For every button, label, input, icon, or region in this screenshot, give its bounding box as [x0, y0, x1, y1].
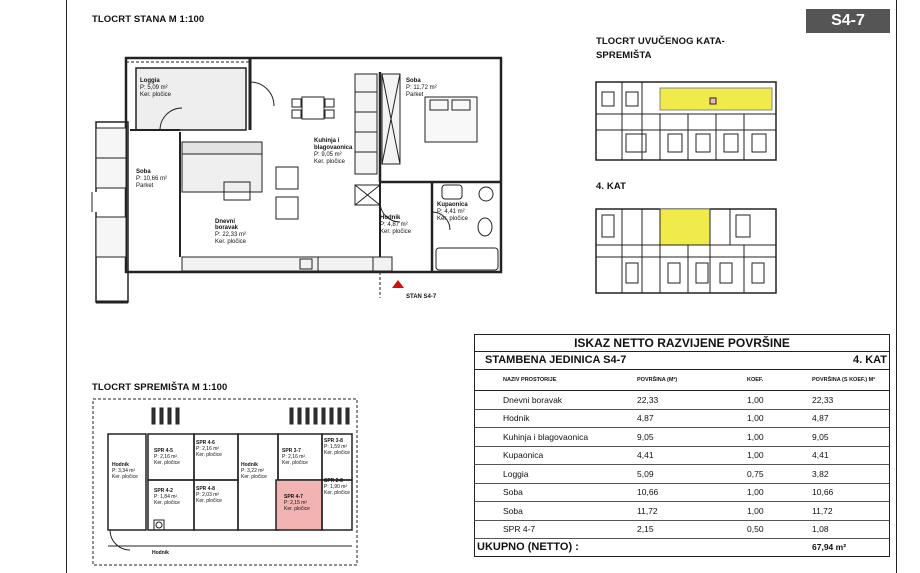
area-table: [474, 334, 890, 557]
cell-coef: 1,00: [747, 450, 764, 461]
cell-coef: 0,75: [747, 468, 764, 479]
table-row: [474, 391, 890, 410]
cell-coef: 1,00: [747, 505, 764, 516]
table-row: [474, 410, 890, 429]
storage-area-hodnik-b: P: 3,22 m²: [241, 468, 265, 474]
storage-area-spr38: P: 1,59 m²: [324, 444, 348, 450]
room-area-kupaonica: P: 4,41 m²: [437, 209, 465, 215]
floor-plan-title: 4. KAT: [596, 181, 626, 192]
cell-area-coef: 4,87: [812, 413, 829, 424]
cell-area: 4,41: [637, 450, 654, 461]
storage-area-hodnik-a: P: 3,34 m²: [112, 468, 136, 474]
cell-area: 9,05: [637, 431, 654, 442]
cell-area: 2,15: [637, 524, 654, 535]
cell-name: Loggia: [503, 468, 529, 479]
cell-area-coef: 4,41: [812, 450, 829, 461]
room-floor-soba1: Parket: [136, 183, 154, 189]
room-area-hodnik: P: 4,87 m²: [380, 222, 408, 228]
storage-plan-title: TLOCRT SPREMIŠTA M 1:100: [92, 382, 228, 393]
storage-floor-spr38: Ker. pločice: [324, 450, 350, 456]
storage-floor-spr46: Ker. pločice: [196, 452, 222, 458]
cell-area-coef: 22,33: [812, 394, 834, 405]
cell-coef: 1,00: [747, 487, 764, 498]
room-label-dnevni: Dnevni: [215, 219, 236, 225]
column-header-name: NAZIV PROSTORIJE: [503, 377, 557, 383]
storage-label-spr38: SPR 3-8: [324, 438, 343, 444]
storage-area-spr37: P: 2,16 m²: [282, 454, 306, 460]
cell-area: 22,33: [637, 394, 659, 405]
storage-area-spr47: P: 2,15 m²: [284, 500, 308, 506]
storage-floor-spr28: Ker. pločice: [324, 490, 350, 496]
cell-coef: 1,00: [747, 394, 764, 405]
key-plan-4th-floor: [592, 205, 782, 297]
table-unit: STAMBENA JEDINICA S4-7: [485, 354, 627, 366]
cell-area-coef: 9,05: [812, 431, 829, 442]
room-label-soba1: Soba: [136, 169, 151, 175]
cell-name: Kuhinja i blagovaonica: [503, 431, 589, 442]
storage-floor-spr47: Ker. pločice: [284, 506, 310, 512]
room-label-loggia: Loggia: [140, 78, 160, 84]
storage-label-spr47: SPR 4-7: [284, 494, 303, 500]
storage-floor-spr45: Ker. pločice: [154, 460, 180, 466]
storage-label-spr42: SPR 4-2: [154, 488, 173, 494]
room-area-soba1: P: 10,66 m²: [136, 176, 168, 182]
room-floor-kupaonica: Ker. pločice: [437, 216, 469, 222]
room-label-dnevni-2: boravak: [215, 225, 239, 231]
storage-label-spr48: SPR 4-8: [196, 486, 215, 492]
column-header-coef: KOEF.: [747, 377, 764, 383]
table-total-row: [474, 539, 890, 557]
room-area-soba2: P: 11,72 m²: [406, 85, 437, 91]
entrance-arrow-icon: [392, 280, 404, 288]
cell-name: Hodnik: [503, 413, 530, 424]
table-title: ISKAZ NETTO RAZVIJENE POVRŠINE: [474, 334, 890, 351]
storage-area-spr45: P: 2,16 m²: [154, 454, 178, 460]
table-subheader: [474, 351, 890, 370]
storage-floor-hodnik-b: Ker. pločice: [241, 474, 267, 480]
table-floor: 4. KAT: [852, 354, 887, 366]
storage-label-hodnik-a: Hodnik: [112, 462, 129, 468]
room-label-kuhinja-2: blagovaonica: [314, 145, 353, 151]
room-label-kupaonica: Kupaonica: [437, 202, 468, 208]
table-row: [474, 428, 890, 447]
cell-area: 4,87: [637, 413, 654, 424]
storage-area-spr42: P: 1,84 m²: [154, 494, 178, 500]
room-floor-loggia: Ker. pločice: [140, 92, 172, 98]
room-floor-kuhinja: Ker. pločice: [314, 159, 346, 165]
room-area-loggia: P: 5,09 m²: [140, 85, 168, 91]
cell-name: Soba: [503, 487, 523, 498]
apartment-plan-title: TLOCRT STANA M 1:100: [92, 14, 205, 25]
table-header-row: [474, 370, 890, 391]
room-floor-dnevni: Ker. pločice: [215, 239, 247, 245]
storage-floor-spr42: Ker. pločice: [154, 500, 180, 506]
basement-plan-title: TLOCRT UVUČENOG KATA- SPREMIŠTA: [596, 36, 725, 61]
storage-label-spr45: SPR 4-5: [154, 448, 173, 454]
storage-floor-spr37: Ker. pločice: [282, 460, 308, 466]
room-label-kuhinja: Kuhinja i: [314, 138, 340, 144]
cell-area: 11,72: [637, 505, 658, 516]
room-label-hodnik: Hodnik: [380, 215, 401, 221]
table-row: [474, 502, 890, 521]
total-value: 67,94 m²: [812, 542, 847, 552]
storage-label-hodnik-b: Hodnik: [241, 462, 258, 468]
storage-area-spr46: P: 2,16 m²: [196, 446, 220, 452]
table-row: [474, 447, 890, 466]
storage-area-spr28: P: 1,90 m²: [324, 484, 348, 490]
storage-label-spr37: SPR 3-7: [282, 448, 301, 454]
room-area-dnevni: P: 22,33 m²: [215, 232, 247, 238]
storage-label-spr46: SPR 4-6: [196, 440, 215, 446]
cell-area: 5,09: [637, 468, 654, 479]
storage-label-hodnik-c: Hodnik: [152, 550, 169, 556]
total-label: UKUPNO (NETTO) :: [477, 541, 579, 553]
storage-floor-plan: [90, 396, 360, 568]
cell-area-coef: 3,82: [812, 468, 829, 479]
cell-area-coef: 11,72: [812, 505, 833, 516]
cell-area: 10,66: [637, 487, 659, 498]
room-label-soba2: Soba: [406, 78, 421, 84]
table-row: [474, 484, 890, 503]
entrance-label: STAN S4-7: [406, 294, 437, 300]
cell-coef: 0,50: [747, 524, 764, 535]
column-header-area-coef: POVRŠINA (S KOEF.) M²: [812, 377, 876, 383]
highlight-apartment-s47: [660, 209, 710, 245]
cell-name: Dnevni boravak: [503, 394, 563, 405]
cell-coef: 1,00: [747, 413, 764, 424]
storage-area-spr48: P: 2,03 m²: [196, 492, 220, 498]
table-row: [474, 521, 890, 540]
cell-name: SPR 4-7: [503, 524, 536, 535]
unit-badge: S4-7: [806, 9, 890, 33]
storage-label-spr28: SPR 2-8: [324, 478, 343, 484]
cell-name: Soba: [503, 505, 523, 516]
cell-area-coef: 1,08: [812, 524, 829, 535]
cell-name: Kupaonica: [503, 450, 544, 461]
room-floor-hodnik: Ker. pločice: [380, 229, 412, 235]
room-floor-soba2: Parket: [406, 92, 424, 98]
cell-area-coef: 10,66: [812, 487, 834, 498]
column-header-area: POVRŠINA (M²): [637, 377, 678, 383]
cell-coef: 1,00: [747, 431, 764, 442]
storage-floor-spr48: Ker. pločice: [196, 498, 222, 504]
storage-floor-hodnik-a: Ker. pločice: [112, 474, 138, 480]
table-row: [474, 465, 890, 484]
room-area-kuhinja: P: 9,05 m²: [314, 152, 342, 158]
apartment-floor-plan: [90, 52, 506, 304]
key-plan-storage-floor: [592, 74, 782, 166]
